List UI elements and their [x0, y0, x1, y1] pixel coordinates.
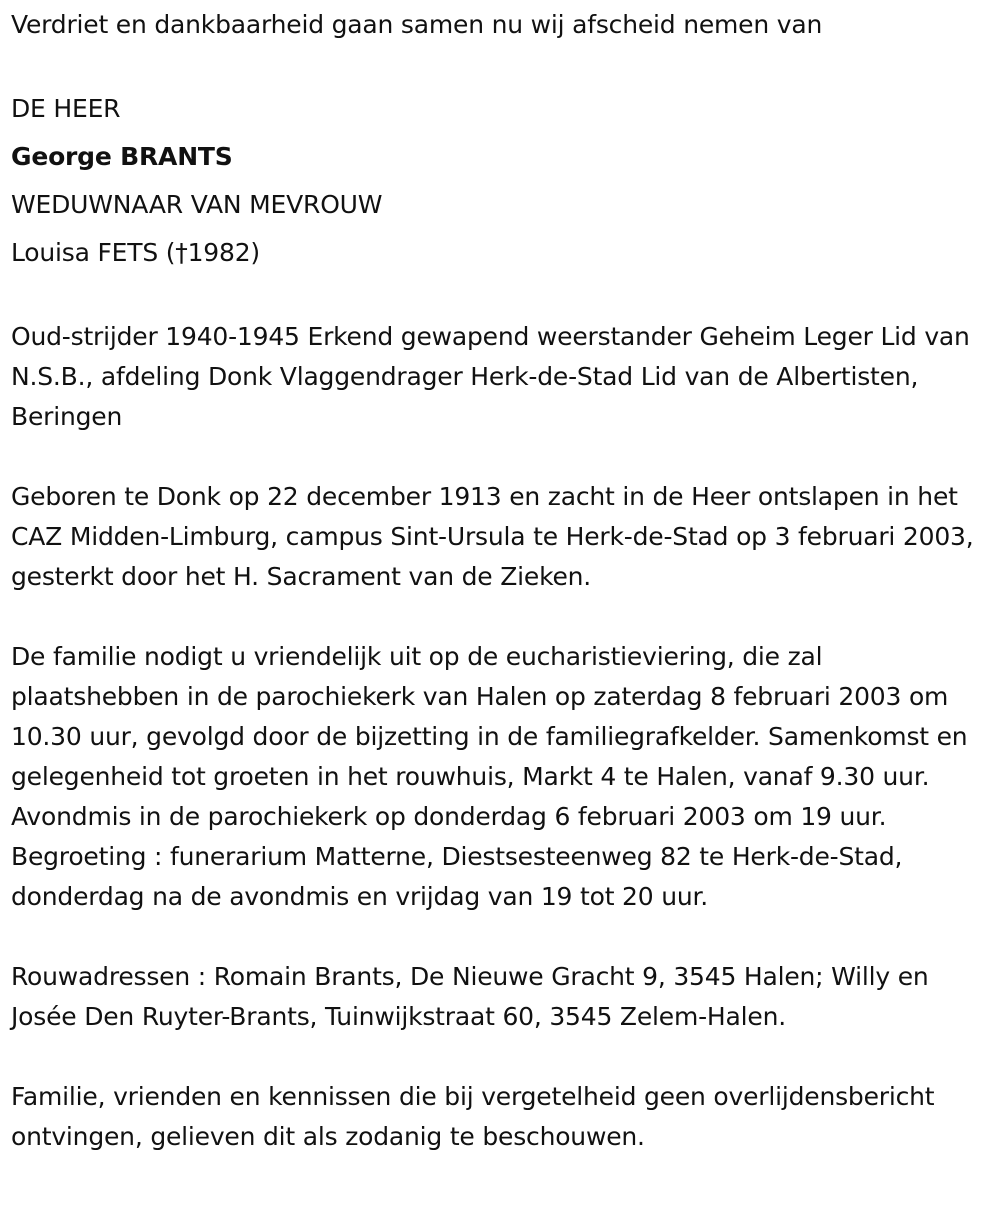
affiliations-paragraph: Oud-strijder 1940-1945 Erkend gewapend weerstander Geheim Leger Lid van N.S.B., afdeling Donk Vlaggendrager Herk-de-Stad Lid van de Albertisten, Beringen — [11, 322, 970, 431]
spacer — [11, 917, 996, 957]
spouse-line: Louisa FETS (†1982) — [11, 238, 260, 267]
title-line: DE HEER — [11, 94, 121, 123]
obituary-document — [11, 0, 996, 1157]
status-line: WEDUWNAAR VAN MEVROUW — [11, 190, 383, 219]
deceased-name: George BRANTS — [11, 142, 233, 171]
spacer — [11, 597, 996, 637]
spacer — [11, 277, 996, 317]
spacer — [11, 437, 996, 477]
birth-death-paragraph: Geboren te Donk op 22 december 1913 en zacht in de Heer ontslapen in het CAZ Midden-Limburg, campus Sint-Ursula te Herk-de-Stad op 3 februari 2003, gesterkt door het H. Sacrament van de Zieken. — [11, 482, 974, 591]
service-paragraph: De familie nodigt u vriendelijk uit op de eucharistieviering, die zal plaatshebben in de parochiekerk van Halen op zaterdag 8 februari 2003 om 10.30 uur, gevolgd door de bijzetting in de familiegrafkelder. Samenkomst en gelegenheid tot groeten in het rouwhuis, Markt 4 te Halen, vanaf 9.30 uur. Avondmis in de parochiekerk op donderdag 6 februari 2003 om 19 uur. Begroeting : funerarium Matterne, Diestsesteenweg 82 te Herk-de-Stad, donderdag na de avondmis en vrijdag van 19 tot 20 uur. — [11, 642, 968, 911]
spacer — [11, 1037, 996, 1077]
spacer — [11, 45, 996, 85]
deceased-header — [11, 85, 996, 277]
closing-paragraph: Familie, vrienden en kennissen die bij vergetelheid geen overlijdensbericht ontvingen, gelieven dit als zodanig te beschouwen. — [11, 1082, 935, 1151]
addresses-paragraph: Rouwadressen : Romain Brants, De Nieuwe Gracht 9, 3545 Halen; Willy en Josée Den Ruyter-Brants, Tuinwijkstraat 60, 3545 Zelem-Halen. — [11, 962, 929, 1031]
intro-line: Verdriet en dankbaarheid gaan samen nu wij afscheid nemen van — [11, 10, 823, 39]
